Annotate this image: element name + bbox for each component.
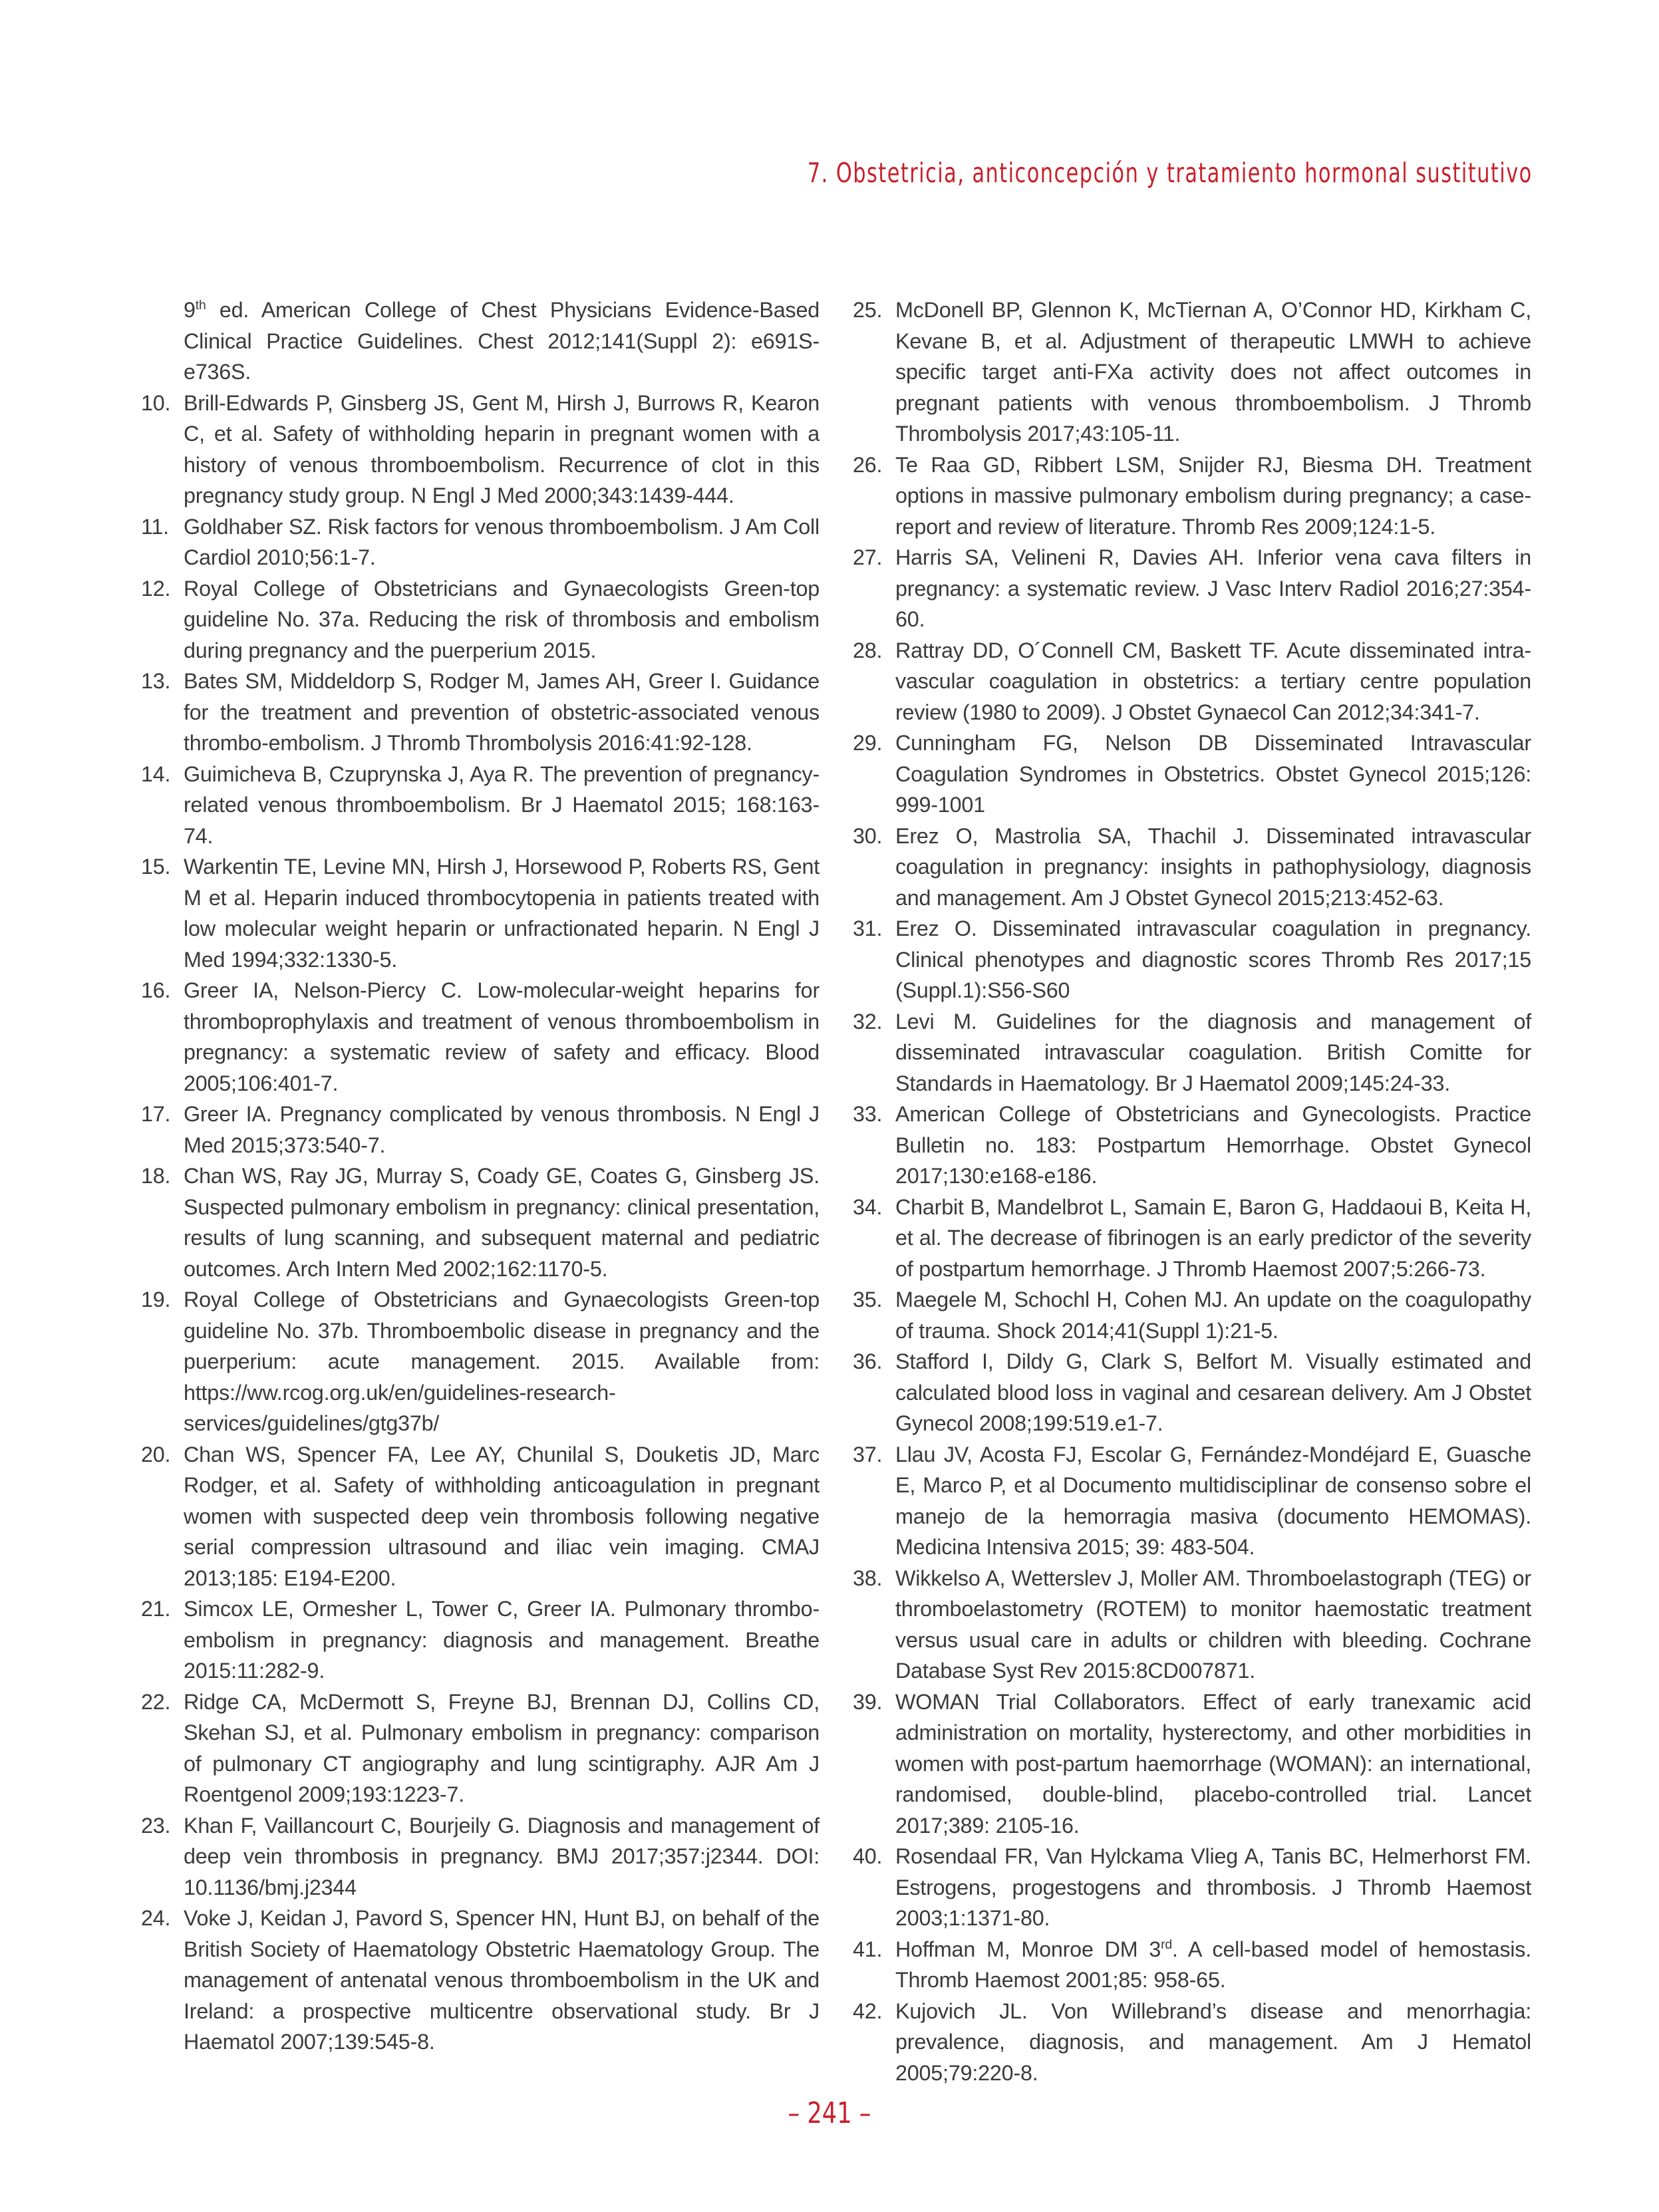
- reference-number: 16.: [141, 978, 171, 1002]
- reference-item: [853, 1934, 1531, 1996]
- reference-number: 32.: [853, 1009, 883, 1034]
- reference-number: 26.: [853, 452, 883, 477]
- reference-item: [141, 759, 820, 852]
- reference-item: [853, 1192, 1531, 1285]
- reference-number: 25.: [853, 298, 883, 322]
- reference-number: 21.: [141, 1597, 171, 1621]
- reference-text: Charbit B, Mandelbrot L, Samain E, Baron G, Haddaoui B, Keita H, et al. The decrease of fibrinogen is an early predictor of the severity of postpartum hemorrhage. J Thromb Haemost 2007;5:266-73.: [895, 1194, 1531, 1281]
- reference-text: McDonell BP, Glennon K, McTiernan A, O’Connor HD, Kirkham C, Kevane B, et al. Adjustment of therapeutic LMWH to achieve specific target anti-FXa activity does not affect outcomes in pregnant patients with venous thromboembolism. J Thromb Thrombolysis 2017;43:105-11.: [895, 298, 1531, 446]
- reference-text: Voke J, Keidan J, Pavord S, Spencer HN, Hunt BJ, on behalf of the British Society of Haematology Obstetric Haematology Group. The management of antenatal venous thromboembolism in the UK and Ireland: a prospective multicentre observational study. Br J Haematol 2007;139:545-8.: [184, 1906, 820, 2054]
- reference-number: 19.: [141, 1288, 171, 1312]
- reference-number: 31.: [853, 916, 883, 940]
- reference-text: Royal College of Obstetricians and Gynaecologists Green-top guideline No. 37b. Thromboembolic disease in pregnancy and the puerperium: acute management. 2015. Available from: https://ww.rcog.org.uk/en/guidelines-research-services/guidelines/gtg37b/: [184, 1288, 820, 1435]
- reference-item: [853, 635, 1531, 728]
- references-column-left: [141, 295, 820, 2058]
- reference-item: [141, 1099, 820, 1161]
- chapter-header: 7. Obstetricia, anticoncepción y tratamiento hormonal sustitutivo: [808, 157, 1533, 189]
- reference-item: [141, 1687, 820, 1810]
- reference-text: American College of Obstetricians and Gynecologists. Practice Bulletin no. 183: Postpartum Hemorrhage. Obstet Gynecol 2017;130:e168-e186.: [895, 1102, 1531, 1188]
- reference-text: Brill-Edwards P, Ginsberg JS, Gent M, Hirsh J, Burrows R, Kearon C, et al. Safety of withholding heparin in pregnant women with a history of venous thromboembolism. Recurrence of clot in this pregnancy study group. N Engl J Med 2000;343:1439-444.: [184, 390, 820, 507]
- reference-text-tail: . A cell-based model of hemostasis. Thromb Haemost 2001;85: 958-65.: [895, 1937, 1531, 1992]
- reference-number: 37.: [853, 1442, 883, 1466]
- reference-item: [853, 1841, 1531, 1934]
- reference-number: 39.: [853, 1689, 883, 1714]
- reference-item: [141, 1439, 820, 1594]
- reference-text: Wikkelso A, Wetterslev J, Moller AM. Thromboelastograph (TEG) or thromboelastometry (ROTEM) to monitor haemostatic treatment versus usual care in adults or children with bleeding. Cochrane Database Syst Rev 2015:8CD007871.: [895, 1566, 1531, 1683]
- reference-text: Erez O, Mastrolia SA, Thachil J. Disseminated intravascular coagulation in pregnancy: insights in pathophysiology, diagnosis and management. Am J Obstet Gynecol 2015;213:452-63.: [895, 823, 1531, 910]
- reference-number: 28.: [853, 638, 883, 662]
- reference-number: 38.: [853, 1566, 883, 1590]
- reference-number: 17.: [141, 1102, 171, 1126]
- reference-text: Rattray DD, O´Connell CM, Baskett TF. Acute disseminated intra-vascular coagulation in obstetrics: a tertiary centre population review (1980 to 2009). J Obstet Gynaecol Can 2012;34:341-7.: [895, 638, 1531, 724]
- reference-item: [853, 1006, 1531, 1099]
- reference-number: 40.: [853, 1844, 883, 1868]
- reference-item: [853, 1996, 1531, 2089]
- reference-item: [853, 821, 1531, 914]
- reference-text: Khan F, Vaillancourt C, Bourjeily G. Diagnosis and management of deep vein thrombosis in pregnancy. BMJ 2017;357:j2344. DOI: 10.1136/bmj.j2344: [184, 1813, 820, 1899]
- reference-text: Stafford I, Dildy G, Clark S, Belfort M. Visually estimated and calculated blood loss in vaginal and cesarean delivery. Am J Obstet Gynecol 2008;199:519.e1-7.: [895, 1349, 1531, 1435]
- reference-item: [141, 1593, 820, 1687]
- reference-item: [853, 1563, 1531, 1687]
- reference-number: 13.: [141, 669, 171, 693]
- reference-item: [141, 511, 820, 573]
- reference-text: Greer IA, Nelson-Piercy C. Low-molecular-weight heparins for thromboprophylaxis and treatment of venous thromboembolism in pregnancy: a systematic review of safety and efficacy. Blood 2005;106:401-7.: [184, 978, 820, 1095]
- reference-item: [141, 666, 820, 759]
- reference-number: 34.: [853, 1194, 883, 1219]
- reference-item: [141, 1903, 820, 2058]
- reference-number: 29.: [853, 731, 883, 755]
- reference-text: Erez O. Disseminated intravascular coagulation in pregnancy. Clinical phenotypes and diagnostic scores Thromb Res 2017;15 (Suppl.1):S56-S60: [895, 916, 1531, 1002]
- reference-text: Harris SA, Velineni R, Davies AH. Inferior vena cava filters in pregnancy: a systematic review. J Vasc Interv Radiol 2016;27:354-60.: [895, 545, 1531, 631]
- reference-item: [853, 1346, 1531, 1439]
- reference-item: [141, 851, 820, 975]
- reference-text: Chan WS, Spencer FA, Lee AY, Chunilal S, Douketis JD, Marc Rodger, et al. Safety of withholding anticoagulation in pregnant women with suspected deep vein thrombosis following negative serial compression ultrasound and iliac vein imaging. CMAJ 2013;185: E194-E200.: [184, 1442, 820, 1590]
- page-number: – 241 –: [788, 2096, 871, 2130]
- reference-number: 41.: [853, 1937, 883, 1961]
- reference-text: Maegele M, Schochl H, Cohen MJ. An update on the coagulopathy of trauma. Shock 2014;41(Suppl 1):21-5.: [895, 1288, 1531, 1343]
- reference-item: [853, 450, 1531, 543]
- reference-text: Royal College of Obstetricians and Gynaecologists Green-top guideline No. 37a. Reducing the risk of thrombosis and embolism during pregnancy and the puerperium 2015.: [184, 576, 820, 662]
- reference-item: [853, 1099, 1531, 1192]
- reference-item: [141, 1284, 820, 1439]
- reference-text: Llau JV, Acosta FJ, Escolar G, Fernández-Mondéjard E, Guasche E, Marco P, et al Documento multidisciplinar de consenso sobre el manejo de la hemorragia masiva (documento HEMOMAS). Medicina Intensiva 2015; 39: 483-504.: [895, 1442, 1531, 1559]
- reference-item: [853, 1439, 1531, 1563]
- reference-number: 10.: [141, 390, 171, 415]
- reference-text: Rosendaal FR, Van Hylckama Vlieg A, Tanis BC, Helmerhorst FM. Estrogens, progestogens and thrombosis. J Thromb Haemost 2003;1:1371-80.: [895, 1844, 1531, 1930]
- reference-text: Hoffman M, Monroe DM 3: [895, 1937, 1161, 1961]
- reference-number: 12.: [141, 576, 171, 601]
- references-column-right: [853, 295, 1531, 2088]
- reference-number: 36.: [853, 1349, 883, 1373]
- reference-number: 33.: [853, 1102, 883, 1126]
- reference-superscript: rd: [1161, 1937, 1172, 1952]
- reference-number: 18.: [141, 1164, 171, 1188]
- reference-item: [853, 542, 1531, 635]
- reference-item: [853, 1687, 1531, 1842]
- reference-text: Warkentin TE, Levine MN, Hirsh J, Horsewood P, Roberts RS, Gent M et al. Heparin induced thrombocytopenia in patients treated with low molecular weight heparin or unfractionated heparin. N Engl J Med 1994;332:1330-5.: [184, 855, 820, 972]
- reference-item: [853, 913, 1531, 1006]
- reference-number: 35.: [853, 1288, 883, 1312]
- reference-item: [141, 1810, 820, 1903]
- reference-text: Guimicheva B, Czuprynska J, Aya R. The prevention of pregnancy-related venous thromboembolism. Br J Haematol 2015; 168:163-74.: [184, 761, 820, 848]
- reference-text: Cunningham FG, Nelson DB Disseminated Intravascular Coagulation Syndromes in Obstetrics. Obstet Gynecol 2015;126: 999-1001: [895, 731, 1531, 817]
- reference-number: 11.: [141, 514, 169, 539]
- reference-text: Goldhaber SZ. Risk factors for venous thromboembolism. J Am Coll Cardiol 2010;56:1-7.: [184, 514, 820, 569]
- reference-item: [141, 1161, 820, 1284]
- reference-text: Kujovich JL. Von Willebrand’s disease and menorrhagia: prevalence, diagnosis, and management. Am J Hematol 2005;79:220-8.: [895, 1999, 1531, 2085]
- reference-text: Ridge CA, McDermott S, Freyne BJ, Brennan DJ, Collins CD, Skehan SJ, et al. Pulmonary embolism in pregnancy: comparison of pulmonary CT angiography and lung scintigraphy. AJR Am J Roentgenol 2009;193:1223-7.: [184, 1689, 820, 1806]
- reference-text: Levi M. Guidelines for the diagnosis and management of disseminated intravascular coagulation. British Comitte for Standards in Haematology. Br J Haematol 2009;145:24-33.: [895, 1009, 1531, 1095]
- reference-item: [141, 573, 820, 666]
- reference-item: [141, 975, 820, 1099]
- reference-number: 42.: [853, 1999, 883, 2023]
- reference-text: Bates SM, Middeldorp S, Rodger M, James AH, Greer I. Guidance for the treatment and prevention of obstetric-associated venous thrombo-embolism. J Thromb Thrombolysis 2016:41:92-128.: [184, 669, 820, 755]
- reference-item: [141, 388, 820, 511]
- reference-number: 22.: [141, 1689, 171, 1714]
- reference-number: 30.: [853, 823, 883, 848]
- reference-text: Greer IA. Pregnancy complicated by venous thrombosis. N Engl J Med 2015;373:540-7.: [184, 1102, 820, 1157]
- reference-text: Te Raa GD, Ribbert LSM, Snijder RJ, Biesma DH. Treatment options in massive pulmonary embolism during pregnancy; a case-report and review of literature. Thromb Res 2009;124:1-5.: [895, 452, 1531, 539]
- reference-number: 27.: [853, 545, 883, 569]
- reference-number: 20.: [141, 1442, 171, 1466]
- reference-item: [853, 728, 1531, 821]
- reference-number: 24.: [141, 1906, 171, 1930]
- reference-number: 15.: [141, 855, 171, 879]
- reference-text: WOMAN Trial Collaborators. Effect of early tranexamic acid administration on mortality, hysterectomy, and other morbidities in women with post-partum haemorrhage (WOMAN): an international, randomised, double-blind, placebo-controlled trial. Lancet 2017;389: 2105-16.: [895, 1689, 1531, 1838]
- reference-number: 23.: [141, 1813, 171, 1838]
- reference-text: Simcox LE, Ormesher L, Tower C, Greer IA. Pulmonary thrombo-embolism in pregnancy: diagnosis and management. Breathe 2015:11:282-9.: [184, 1597, 820, 1683]
- reference-item: [853, 295, 1531, 450]
- reference-continuation: 9th ed. American College of Chest Physicians Evidence-Based Clinical Practice Guidelines. Chest 2012;141(Suppl 2): e691S-e736S.: [184, 298, 820, 384]
- reference-text: Chan WS, Ray JG, Murray S, Coady GE, Coates G, Ginsberg JS. Suspected pulmonary embolism in pregnancy: clinical presentation, results of lung scanning, and subsequent maternal and pediatric outcomes. Arch Intern Med 2002;162:1170-5.: [184, 1164, 820, 1281]
- reference-item: [853, 1284, 1531, 1346]
- reference-number: 14.: [141, 761, 171, 786]
